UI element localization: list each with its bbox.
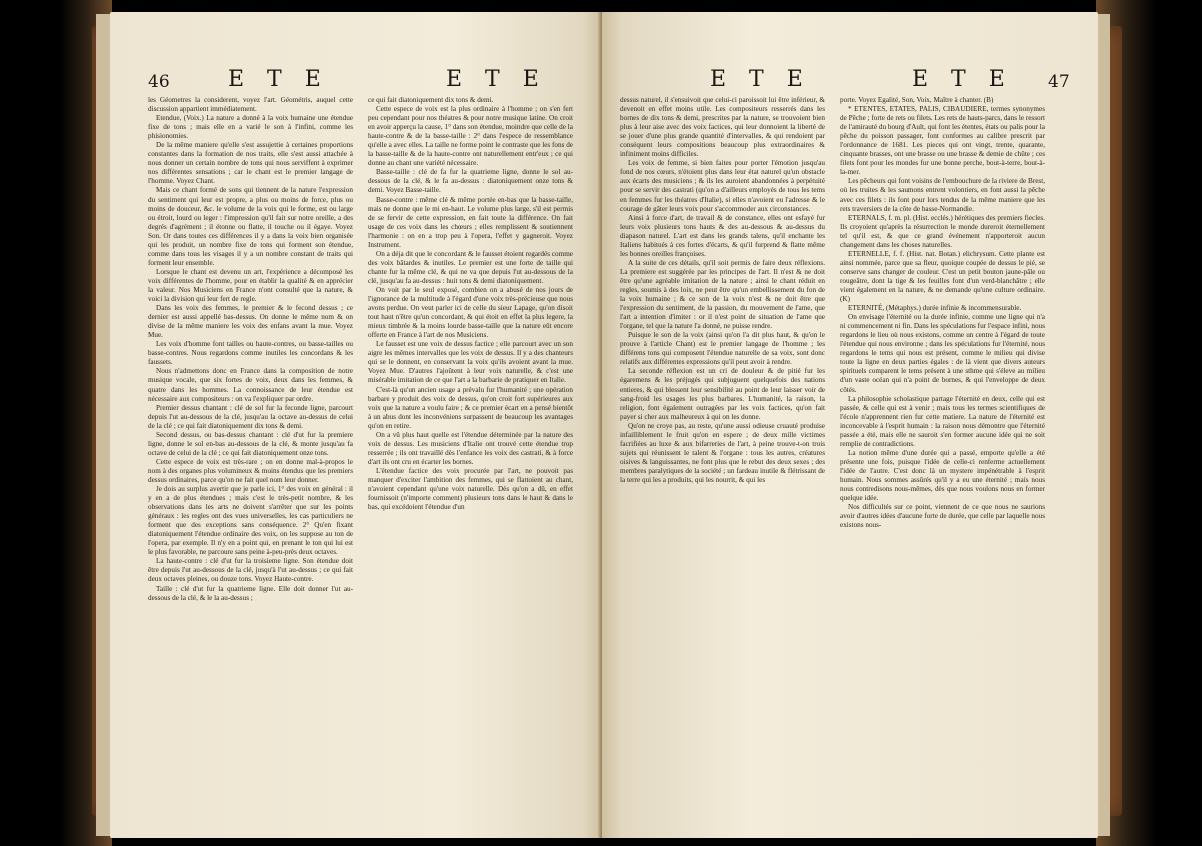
paragraph: les Géometres la considerent, voyez l'art. Géométris, auquel cette discussion appartient immédiatement. [148, 96, 353, 114]
paragraph: ETERNALS, f. m. pl. (Hist. ecclés.) hérétiques des premiers fiecles. Ils croyoient qu'après la résurrection le monde dureroit éternellement tel qu'il est, & que ce grand événement n'apporteroit aucun changement dans les choses naturelles. [840, 213, 1045, 249]
paragraph: ETERNELLE, f. f. (Hist. nat. Botan.) elichrysum. Cette plante est ainsi nommée, parce que sa fleur, quoique coupée de dessus le pié, se conserve sans changer de couleur. C'est un petit bouton jaune-pâle ou rougeâtre, dont la tige & les feuilles font d'un verd-blanchâtre ; elle vient également en la nature, & ne demande qu'une culture ordinaire. (K) [840, 249, 1045, 304]
paragraph: Basse-contre : même clé & même portée en-bas que la basse-taille, mais ne donne que le mi en-haut. Le volume plus large, s'il est permis de se fervir de cette expression, en fait toute la différence. On fait usage de ces voix dans les chœurs ; elles remplissent & soutiennent l'harmonie : on en a trop peu à l'opera, l'effet y gagneroit. Voyez Instrument. [368, 195, 573, 249]
text-column [368, 96, 573, 512]
page-number: 46 [148, 72, 170, 92]
paragraph: Les voix de femme, si bien faites pour porter l'émotion jusqu'au fond de nos cœurs, n'étoient plus dans leur état naturel qu'un obstacle aux écarts des musiciens ; & ils les auroient abandonnées à perpétuité pour se servir des castrati (qu'on a d'ailleurs employés de tous les tems en femmes fur les théatres d'Italie), si elles n'avoient eu l'adresse & le courage de gâter leurs voix pour s'accommoder aux circonstances. [620, 159, 825, 213]
running-head: E T E [912, 67, 1013, 92]
paragraph: Ainsi à force d'art, de travail & de constance, elles ont esfayé fur leurs voix plusieurs tons hauts & des au-dessous & au-dessus du diapason naturel. L'art est dans les grands talens, qu'il enchante les Italiens habitués à ces fortes d'écarts, & qu'il furprend & flatte même les bonnes oreilles françoises. [620, 213, 825, 258]
paragraph: Les pêcheurs qui font voisins de l'embouchure de la riviere de Brest, où les truites & les saumons entrent volontiers, en font aussi la pêche avec ces filets : ils font pour lors tendus de la même maniere que les rets traversiers de la côte de basse-Normandie. [840, 177, 1045, 213]
paragraph: On a vû plus haut quelle est l'étendue déterminée par la nature des voix de dessus. Les musiciens d'Italie ont trouvé cette étendue trop resserrée ; ils ont travaillé dès l'enfance les voix des castrati, & à force d'art ils ont cru en écarter les bornes. [368, 430, 573, 466]
paragraph: Nous n'admettons donc en France dans la composition de notre musique vocale, que six fortes de voix, deux dans les femmes, & quatre dans les hommes. La connoissance de leur étendue est nécessaire aux compositeurs : on va l'expliquer par ordre. [148, 367, 353, 403]
paragraph: Cette espece de voix est très-rare ; on en donne mal-à-propos le nom à des organes plus volumineux & moins étendus que les premiers dessus ordinaires, parce qu'on ne fait quel nom leur donner. [148, 457, 353, 484]
paragraph: Le fausset est une voix de dessus factice ; elle parcourt avec un son aigre les mêmes intervalles que les voix de dessus. Il y a des chanteurs qui se le donnent, en conservant la voix qu'ils avoient avant la mue. Voyez Mue. D'autres l'ajoûtent à leur voix naturelle, & c'est une misérable imitation de ce que l'art a la barbarie de pratiquer en Italie. [368, 340, 573, 385]
paragraph: Basse-taille : clé de fa fur la quatrieme ligne, donne le sol au-dessous de la clé, & le fa au-dessus : diatoniquement onze tons & demi. Voyez Basse-taille. [368, 168, 573, 195]
paragraph: dessus naturel, il s'ensuivoit que celui-ci paroissoit lui être inférieur, & devenoit en effet moins utile. Les compositeurs resserrés dans les bornes de dix tons & demi, prescrites par la nature, se trouvoient bien plus à leur aise avec des voix factices, qui leur donnoient la liberté de se jouer d'une plus grande quantité d'intervalles, & qui rendoient par conséquent leurs compositions beaucoup plus extraordinaires & infiniment moins difficiles. [620, 96, 825, 159]
paragraph: porte. Voyez Egalité, Son, Voix, Maître à chanter. (B) [840, 96, 994, 104]
text-column [620, 96, 825, 485]
paragraph: Taille : clé d'ut fur la quatrieme ligne. Elle doit donner l'ut au-dessous de la clé, & le la au-dessus ; [148, 584, 353, 602]
right-page-stack [1096, 14, 1110, 836]
left-page-stack [96, 14, 110, 836]
paragraph: L'étendue factice des voix procurée par l'art, ne pouvoit pas manquer d'exciter l'ambition des femmes, qui se flattoient au chant, n'avoient cependant qu'une voix naturelle. Dès qu'on a dû, en effet fournissoit (n'importe comment) plusieurs tons dans le haut & dans le bas, qui excédoient l'étendue d'un [368, 466, 573, 512]
paragraph: Je dois au surplus avertir que je parle ici, 1° des voix en général : il y en a de plus étendues ; mais c'est le très-petit nombre, & les observations dans les arts ne doivent s'arrêter que sur les points généraux : les regles ont des vues universelles, les cas particuliers ne forment que des exceptions sans conséquence. 2° Qu'en fixant diatoniquement l'étendue ordinaire des voix, on les suppose au ton de l'opera, par exemple. Il n'y en a point qui, en prenant le ton qui lui est le plus favorable, ne parcoure sans peine à-peu-près deux octaves. [148, 485, 353, 557]
paragraph: Nos difficultés sur ce point, viennent de ce que nous ne saurions avoir d'autres idées d'aucune forte de durée, que celle par laquelle nous existons nous- [840, 503, 1045, 530]
right-page [602, 12, 1098, 838]
paragraph: La philosophie scholastique partage l'éternité en deux, celle qui est passée, & celle qui est à venir ; mais tous les termes scientifiques de l'école n'apprennent rien fur cette matiere. La nature de l'éternité est inconcevable à l'esprit humain : la raison nous démontre que l'éternité passée a été, mais elle ne sauroit s'en former aucune idée qui ne soit remplie de contradictions. [840, 394, 1045, 448]
paragraph: La notion même d'une durée qui a passé, emporte qu'elle a été présente une fois, puisque l'idée de celle-ci renferme actuellement l'idée de l'autre. C'est donc là un mystere impénétrable à l'esprit humain. Nous sommes assûrés qu'il y a eu une éternité ; mais nous nous contredisons nous-mêmes, dès que nous voulons nous en former quelque idée. [840, 448, 1045, 503]
paragraph: ETERNITÉ, (Métaphys.) durée infinie & incommensurable. [848, 304, 1022, 313]
paragraph: Cette espece de voix est la plus ordinaire à l'homme ; on s'en fert peu cependant pour nos théatres & pour notre musique latine. On croit en avoir apperçu la cause, 1° dans son étendue, moindre que celle de la haute-contre & de la basse-taille : 2° dans l'espece de ressemblance qu'elle a avec elles. La taille ne forme point le contraste que les fons de la basse-taille & de la haute-contre ont naturellement entr'eux ; ce qui donne au chant une variété nécessaire. [368, 105, 573, 168]
paragraph: C'est-là qu'un ancien usage a prévalu fur l'humanité ; une opération barbare y produit des voix de dessus, qu'on croit fort supérieures aux voix que la nature a voulu faire ; & ce premier écart en a pensé bientôt à un abus dont les inconvéniens surpassent de beaucoup les avantages qu'on en retire. [368, 385, 573, 430]
paragraph: Premier dessus chantant : clé de sol fur la feconde ligne, parcourt depuis l'ut au-dessous de la clé, jusqu'au la octave au-dessus de celui de la clé ; ce qui fait diatoniquement dix tons & demi. [148, 403, 353, 430]
paragraph: ce qui fait diatoniquement dix tons & demi. [368, 96, 494, 104]
paragraph: A la suite de ces détails, qu'il soit permis de faire deux réflexions. La premiere est suggérée par les principes de l'art. Il n'est & ne doit être qu'une agréable imitation de la nature ; ainsi le chant réduit en regles, soumis à des loix, ne peut être qu'un embellissement du fon de la voix humaine ; & ce son de la voix n'est & ne doit être que l'expression du sentiment, de la passion, du mouvement de l'ame, que l'art a intention d'imiter : or il n'est point de situation de l'ame que l'organe, tel que la nature l'a donné, ne puisse rendre. [620, 258, 825, 331]
page-number: 47 [1048, 72, 1070, 92]
paragraph: Puisque le son de la voix (ainsi qu'on l'a dit plus haut, & qu'on le prouve à l'article Chant) est le premier langage de l'homme ; les différens tons qui composent l'étendue naturelle de sa voix, sont donc relatifs aux différentes expressions qu'il peut avoir à rendre. [620, 331, 825, 367]
running-head: E T E [710, 67, 811, 92]
left-page [110, 12, 602, 838]
paragraph: La seconde réflexion est un cri de douleur & de pitié fur les égaremens & les préjugés qui subjuguent quelquefois des nations entieres, & qui blessent leur sensibilité au point de leur laisser voir de sang-froid les usages les plus barbares. L'humanité, la raison, la religion, font également outragées par les voix factices, qu'on fait payer si cher aux malheureux à qui on les donne. [620, 367, 825, 421]
paragraph: Lorsque le chant est devenu un art, l'expérience a décomposé les voix différentes de l'homme, pour en établir la qualité & en apprécier la valeur. Nos Musiciens en France n'ont consulté que la nature, & voici la division qui leur fert de regle. [148, 267, 353, 304]
running-head: E T E [446, 67, 547, 92]
paragraph: Second dessus, ou bas-dessus chantant : clé d'ut fur la premiere ligne, donne le sol en-bas au-dessous de la clé, & monte jusqu'au fa octave de celui de la clé ; ce qui fait diatoniquement onze tons. [148, 430, 353, 457]
paragraph: On envisage l'éternité ou la durée infinie, comme une ligne qui n'a ni commencement ni fin. Dans les spéculations fur l'espace infini, nous regardons le lieu où nous existons, comme un centre à l'égard de toute l'étendue qui nous environne ; dans les spéculations fur l'éternité, nous regardons le tems qui nous est présent, comme le milieu qui divise toute la ligne en deux parties égales : de là vient que divers auteurs spirituels comparent le tems présent à une sthme qui s'éleve au milieu d'un vaste océan qui n'a point de bornes, & qui l'enveloppe de deux côtés. [840, 313, 1045, 394]
paragraph: On a déja dit que le concordant & le fausset étoient regardés comme des voix bâtardes & inutiles. Le premier est une forte de taille qui chante fur la même clé, & qui ne va que depuis l'ut au-dessous de la clé, jusqu'au fa au-dessus : huit tons & demi diatoniquement. [368, 249, 573, 285]
paragraph: Les voix d'homme font tailles ou haute-contres, ou basse-tailles ou basse-contres. Nous regardons comme inutiles les concordans & les faussets. [148, 340, 353, 367]
text-column [148, 96, 353, 603]
paragraph: Mais ce chant formé de sons qui tiennent de la nature l'expression du sentiment qui leur est propre, a plus ou moins de force, plus ou moins de douceur, &c. le volume de la voix qui le forme, est ou large ou étroit, lourd ou leger : l'impression qu'il fait sur notre oreille, a des degrés d'agrément ; il étonne ou flatte, il touche ou il égaye. Voyez Son. Or dans toutes ces différences il y a dans la voix bien organisée qui les produit, un nombre fixe de tons qui forment son étendue, comme dans tous les visages il y a un nombre constant de traits qui forment leur ensemble. [148, 186, 353, 267]
paragraph: La haute-contre : clé d'ut fur la troisieme ligne. Son étendue doit être depuis l'ut au-dessous de la clé, jusqu'à l'ut au-dessus ; ce qui fait deux octaves pleines, ou douze tons. Voyez Haute-contre. [148, 557, 353, 584]
running-head: E T E [228, 67, 329, 92]
paragraph: Etendue, (Voix.) La nature a donné à la voix humaine une étendue fixe de tons ; mais elle en a varié le son à l'infini, comme les phisionomies. [148, 114, 353, 141]
paragraph: Qu'on ne croye pas, au reste, qu'une aussi odieuse cruauté produise infailliblement le fruit qu'on en espere ; de deux mille victimes facrifiées au luxe & aux bifarreries de l'art, à peine trouve-t-on trois sujets qui réunissent le talent & l'organe : tous les autres, créatures oisives & languissantes, ne font plus que le rebut des deux sexes ; des membres paralytiques de la société ; un fardeau inutile & flétrissant de la terre qui les a produits, qui les nourrit, & qui les [620, 421, 825, 484]
paragraph: * ETENTES, ETATES, PALIS, CIBAUDIERE, termes synonymes de Pêche ; forte de rets ou filets. Les rets de hauts-parcs, dans le ressort de l'amirauté du bourg d'Ault, qui font les étentes, états ou palis pour la pêche du poisson passager, font conformes au calibre prescrit par l'ordonnance de 1681. Les pieces qui ont vingt, trente, quarante, cinquante brasses, ont une brasse ou une brasse & demie de chûte ; ces filets font pour les mondes fur une bonne perche, bout-à-terre, bout-à-la-mer. [840, 105, 1045, 177]
paragraph: De la même maniere qu'elle s'est assujettie à certaines proportions constantes dans la formation de nos traits, elle s'est aussi attachée à nous donner un certain nombre de tons qui nous serviffent à exprimer nos différentes sensations ; car le chant est le premier langage de l'homme. Voyez Chant. [148, 141, 353, 186]
paragraph: Dans les voix des femmes, le premier & le fecond dessus ; ce dernier est aussi appellé bas-dessus. On donne le même nom & on divise de la même maniere les voix des enfans avant la mue. Voyez Mue. [148, 304, 353, 340]
paragraph: On voit par le seul exposé, combien on a abusé de nos jours de l'ignorance de la multitude à l'égard d'une voix très-précieuse que nous avons perdue. On veut parler ici de celle du sieur Lapage, qu'on disoit tout haut n'être qu'un concordant, & qui étoit en effet la plus legere, la mieux timbrée & la moins lourde basse-taille que la nature eût encore offerte en France à l'art de nos Musiciens. [368, 285, 573, 340]
text-column [840, 96, 1045, 530]
